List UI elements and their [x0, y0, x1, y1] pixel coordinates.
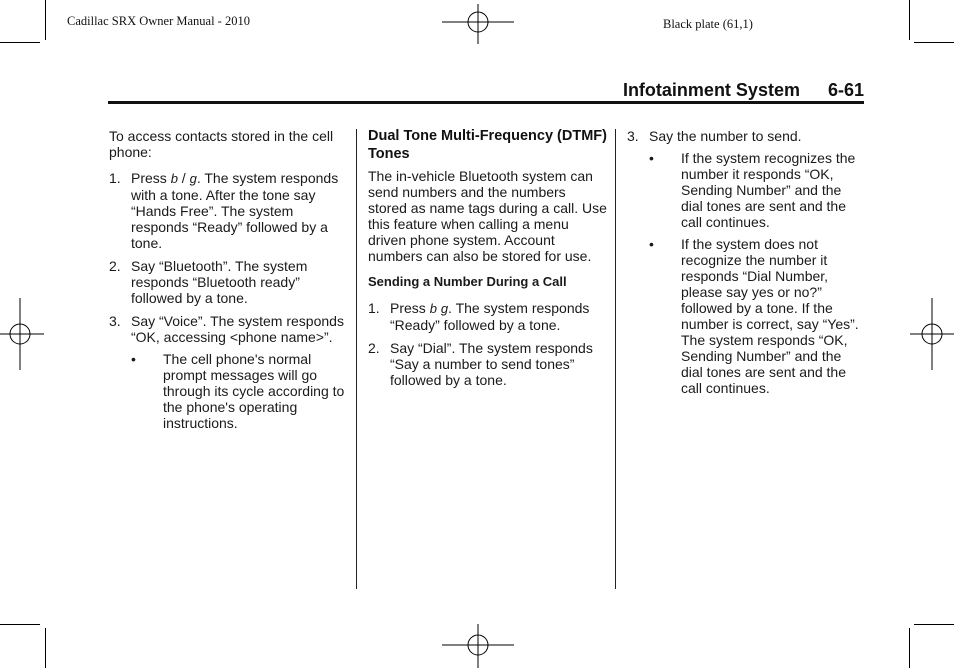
step-text-post: . The system responds with a tone. After the tone say “Hands Free”. The system responds “Ready” followed by a tone. [131, 170, 339, 251]
column-3 [627, 128, 865, 396]
step-number: 1. [109, 170, 121, 186]
bullet-dot: • [131, 351, 136, 367]
registration-mark-left [0, 298, 44, 370]
step-3 [109, 313, 347, 345]
column-divider-2 [615, 129, 616, 589]
voice-button-icon: g [440, 301, 449, 316]
step-text-pre: Press [131, 170, 171, 186]
voice-button-icon: g [189, 171, 197, 186]
bullet-text: If the system recognizes the number it responds “OK, Sending Number” and the dial tones are sent and the call continues. [681, 150, 856, 230]
section-title [590, 80, 864, 101]
step-2 [368, 340, 608, 388]
step-number: 2. [109, 258, 121, 274]
step-text: Say “Voice”. The system responds “OK, accessing <phone name>”. [131, 313, 344, 345]
step-1 [109, 170, 347, 251]
plate-label: Black plate (61,1) [663, 17, 753, 31]
bullet-item [649, 150, 865, 230]
step-text: Say “Bluetooth”. The system responds “Bluetooth ready” followed by a tone. [131, 258, 308, 306]
column-1 [109, 128, 347, 431]
column-2 [368, 127, 608, 388]
bullet-dot: • [649, 236, 654, 252]
step-text-post: . The system responds “Ready” followed by a tone. [390, 300, 590, 333]
step-text: Say the number to send. [649, 128, 802, 144]
icon-separator: / [177, 170, 190, 186]
manual-title: Cadillac SRX Owner Manual - 2010 [67, 14, 250, 28]
column-divider-1 [356, 129, 357, 589]
phone-button-icon: b [170, 171, 178, 186]
bullet-dot: • [649, 150, 654, 166]
bullet-item [649, 236, 865, 396]
section-heading: Dual Tone Multi-Frequency (DTMF) Tones [368, 128, 607, 162]
section-name: Infotainment System [622, 80, 800, 100]
body-text: The in-vehicle Bluetooth system can send numbers and the numbers stored as name tags during a call. Use this feature when calling a menu driven phone system. Account numbers can also be stored for use. [368, 168, 607, 264]
header-rule [108, 101, 864, 104]
step-1 [368, 300, 608, 333]
subheading: Sending a Number During a Call [368, 274, 567, 289]
step-2 [109, 258, 347, 306]
registration-mark-right [910, 298, 954, 370]
intro-text: To access contacts stored in the cell phone: [109, 128, 334, 160]
bullet-text: The cell phone's normal prompt messages will go through its cycle according to the phone's operating instructions. [163, 351, 345, 431]
bullet-item [131, 351, 347, 431]
phone-button-icon: b [429, 301, 437, 316]
step-3 [627, 128, 865, 144]
registration-mark-bottom [442, 624, 514, 668]
step-number: 3. [627, 128, 639, 144]
step-number: 1. [368, 300, 380, 316]
step-text-pre: Press [390, 300, 430, 316]
registration-mark-top [442, 4, 514, 44]
page-number: 6-61 [827, 80, 864, 100]
step-number: 2. [368, 340, 380, 356]
step-text: Say “Dial”. The system responds “Say a number to send tones” followed by a tone. [390, 340, 593, 388]
step-number: 3. [109, 313, 121, 329]
bullet-text: If the system does not recognize the number it responds “Dial Number, please say yes or no?” followed by a tone. If the number is correct, say “Yes”. The system responds “OK, Sending Number” and the dial tones are sent and the call continues. [681, 236, 859, 396]
